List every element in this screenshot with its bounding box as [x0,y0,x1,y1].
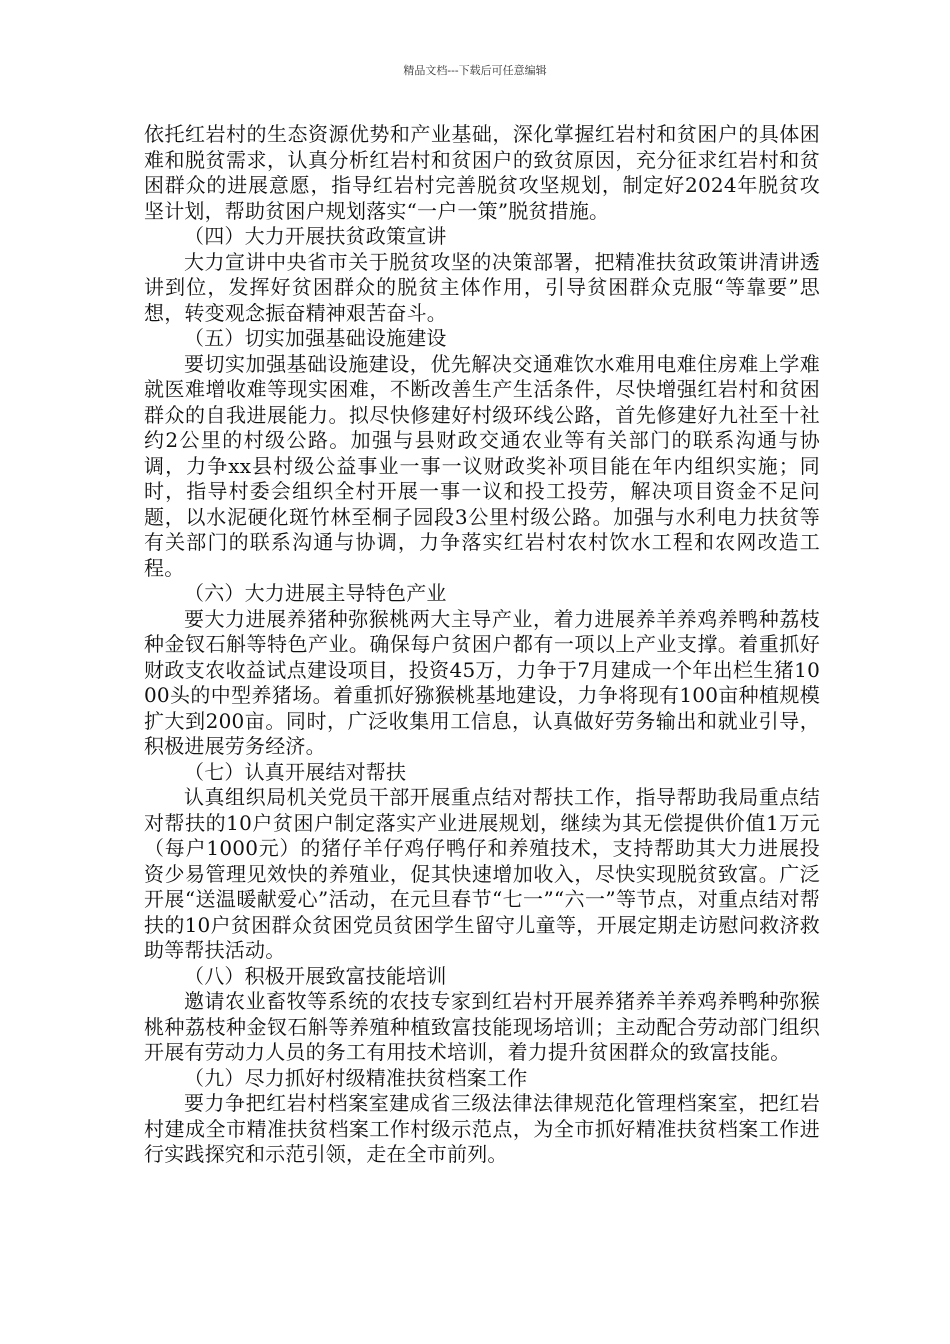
section-heading-4: （四）大力开展扶贫政策宣讲 [184,224,447,248]
paragraph-section-9: 要力争把红岩村档案室建成省三级法律法律规范化管理档案室，把红岩村建成全市精准扶贫档案工作村级示范点，为全市抓好精准扶贫档案工作进行实践探究和示范引领，走在全市前列。 [144,1091,820,1166]
paragraph-section-8: 邀请农业畜牧等系统的农技专家到红岩村开展养猪养羊养鸡养鸭种弥猴桃种荔枝种金钗石斛等养殖种植致富技能现场培训；主动配合劳动部门组织开展有劳动力人员的务工有用技术培训，着力提升贫困群众的致富技能。 [144,989,820,1064]
paragraph-intro: 依托红岩村的生态资源优势和产业基础，深化掌握红岩村和贫困户的具体困难和脱贫需求，认真分析红岩村和贫困户的致贫原因，充分征求红岩村和贫困群众的进展意愿，指导红岩村完善脱贫攻坚规划，制定好2024年脱贫攻坚计划，帮助贫困户规划落实“一户一策”脱贫措施。 [144,122,820,223]
paragraph-section-6: 要大力进展养猪种弥猴桃两大主导产业，着力进展养羊养鸡养鸭种荔枝种金钗石斛等特色产业。确保每户贫困户都有一项以上产业支撑。着重抓好财政支农收益试点建设项目，投资45万，力争于7月建成一个年出栏生猪1000头的中型养猪场。着重抓好猕猴桃基地建设，力争将现有100亩种植规模扩大到200亩。同时，广泛收集用工信息，认真做好劳务输出和就业引导，积极进展劳务经济。 [144,606,820,758]
page-header: 精品文档---下载后可任意编辑 [403,64,547,77]
document-body [144,122,820,1168]
paragraph-section-4: 大力宣讲中央省市关于脱贫攻坚的决策部署，把精准扶贫政策讲清讲透讲到位，发挥好贫困群众的脱贫主体作用，引导贫困群众克服“等靠要”思想，转变观念振奋精神艰苦奋斗。 [144,249,820,325]
section-heading-6: （六）大力进展主导特色产业 [184,581,447,605]
section-heading-7: （七）认真开展结对帮扶 [184,759,407,784]
paragraph-section-5: 要切实加强基础设施建设，优先解决交通难饮水难用电难住房难上学难就医难增收难等现实困难，不断改善生产生活条件，尽快增强红岩村和贫困群众的自我进展能力。拟尽快修建好村级环线公路，首先修建好九社至十社约2公里的村级公路。加强与县财政交通农业等有关部门的联系沟通与协调，力争xx县村级公益事业一事一议财政奖补项目能在年内组织实施；同时，指导村委会组织全村开展一事一议和投工投劳，解决项目资金不足问题，以水泥硬化斑竹林至桐子园段3公里村级公路。加强与水利电力扶贫等有关部门的联系沟通与协调，力争落实红岩村农村饮水工程和农网改造工程。 [144,351,820,580]
section-heading-9: （九）尽力抓好村级精准扶贫档案工作 [184,1065,528,1090]
paragraph-section-7: 认真组织局机关党员干部开展重点结对帮扶工作，指导帮助我局重点结对帮扶的10户贫困户制定落实产业进展规划，继续为其无偿提供价值1万元（每户1000元）的猪仔羊仔鸡仔鸭仔和养殖技术，支持帮助其大力进展投资少易管理见效快的养殖业，促其快速增加收入，尽快实现脱贫致富。广泛开展“送温暖献爱心”活动，在元旦春节“七一”“六一”等节点，对重点结对帮扶的10户贫困群众贫困党员贫困学生留守儿童等，开展定期走访慰问救济救助等帮扶活动。 [144,785,820,962]
section-heading-5: （五）切实加强基础设施建设 [184,326,447,350]
section-heading-8: （八）积极开展致富技能培训 [184,963,447,988]
